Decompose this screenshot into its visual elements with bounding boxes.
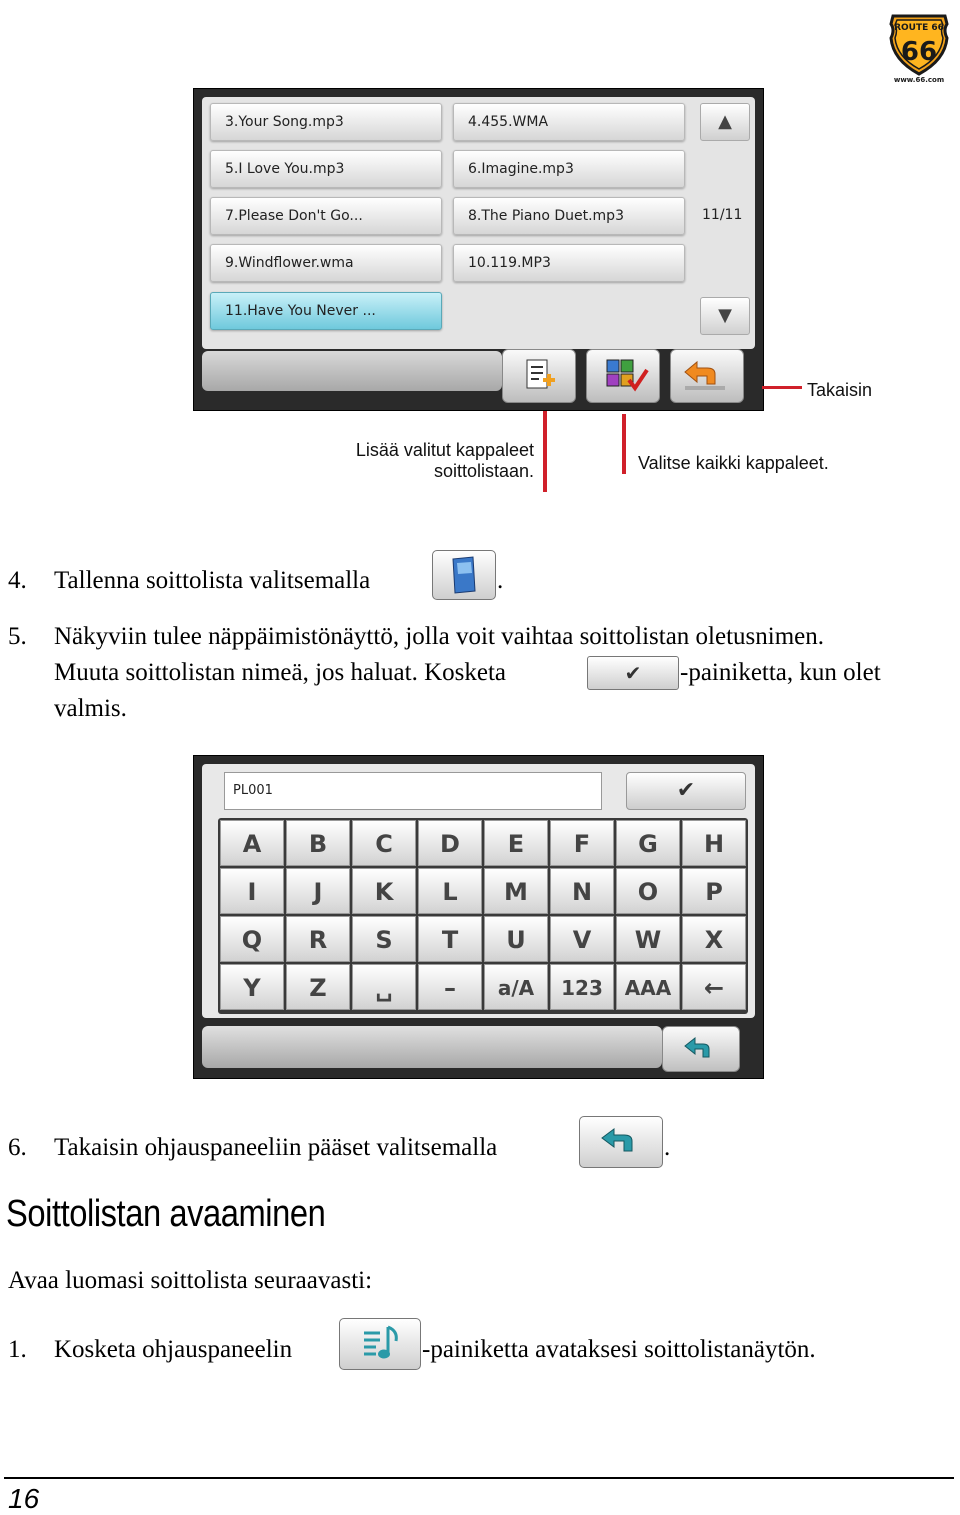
keyboard-key[interactable]: A [220,820,284,866]
keyboard-key[interactable]: M [484,868,548,914]
callout-add-line1: Lisää valitut kappaleet [355,440,534,460]
keyboard-key[interactable]: D [418,820,482,866]
playlist-icon [340,1319,420,1369]
keyboard-key[interactable]: E [484,820,548,866]
keyboard-key[interactable]: C [352,820,416,866]
playlist-button-inline[interactable] [339,1318,421,1370]
keyboard-keys [218,818,748,1014]
callout-line-add [543,411,547,492]
page-indicator: 11/11 [702,207,743,223]
callout-back: Takaisin [807,380,873,400]
back-arrow-icon [671,350,743,402]
step-6-number: 6. [8,1134,27,1161]
keyboard-key[interactable]: a/A [484,964,548,1010]
keyboard-key[interactable]: I [220,868,284,914]
callout-line-back [762,386,802,389]
song-item[interactable]: 8.The Piano Duet.mp3 [453,197,685,235]
step-5-line1: Näkyviin tulee näppäimistönäyttö, jolla voit vaihtaa soittolistan oletusnimen. [54,623,825,650]
keyboard-key[interactable]: L [418,868,482,914]
footer-rule [4,1477,954,1479]
callout-add [300,440,534,482]
playlist-name-input[interactable]: PL001 [224,772,602,810]
callout-select-all: Valitse kaikki kappaleet. [638,453,829,473]
callout-line-select-all [622,414,626,474]
keyboard-key[interactable]: Q [220,916,284,962]
keyboard-key[interactable]: P [682,868,746,914]
step-5-line2b: -painiketta, kun olet [680,659,881,686]
keyboard-screen [193,755,764,1079]
keyboard-panel [202,764,755,1018]
song-selection-screen [193,88,764,411]
keyboard-key[interactable]: G [616,820,680,866]
route66-logo [887,8,951,84]
keyboard-key[interactable]: ␣ [352,964,416,1010]
select-all-icon [587,350,659,402]
scroll-up-button[interactable]: ▲ [700,103,750,141]
keyboard-key[interactable]: H [682,820,746,866]
add-to-playlist-button[interactable] [502,349,576,403]
toolbar-bar [202,1026,662,1068]
song-item[interactable]: 6.Imagine.mp3 [453,150,685,188]
song-item[interactable]: 9.Windflower.wma [210,244,442,282]
add-to-playlist-icon [503,350,575,402]
logo-url: www.66.com [893,76,945,84]
keyboard-key[interactable]: F [550,820,614,866]
step-6-end: . [664,1134,671,1161]
keyboard-key[interactable]: K [352,868,416,914]
step-4-number: 4. [8,567,27,594]
song-item[interactable]: 4.455.WMA [453,103,685,141]
svg-text:66: 66 [900,37,938,67]
page-number: 16 [8,1483,40,1514]
step-6-text: Takaisin ohjauspaneeliin pääset valitsemalla [54,1134,498,1161]
keyboard-key[interactable]: 123 [550,964,614,1010]
keyboard-key[interactable]: O [616,868,680,914]
keyboard-key[interactable]: X [682,916,746,962]
keyboard-key[interactable]: T [418,916,482,962]
song-item[interactable]: 7.Please Don't Go... [210,197,442,235]
song-item[interactable]: 10.119.MP3 [453,244,685,282]
section-step-1-text-b: -painiketta avataksesi soittolistanäytön. [422,1336,816,1363]
step-4-text: Tallenna soittolista valitsemalla [54,567,371,594]
step-4-end: . [497,567,504,594]
keyboard-key[interactable]: Z [286,964,350,1010]
song-list-panel [202,97,755,349]
back-arrow-icon [663,1027,739,1071]
back-button[interactable] [662,1026,740,1072]
section-intro: Avaa luomasi soittolista seuraavasti: [8,1267,373,1294]
keyboard-key[interactable]: Y [220,964,284,1010]
keyboard-bottom-bar [202,1024,755,1074]
song-item[interactable]: 3.Your Song.mp3 [210,103,442,141]
scroll-down-button[interactable]: ▼ [700,297,750,335]
select-all-button[interactable] [586,349,660,403]
keyboard-key[interactable]: S [352,916,416,962]
logo-brand: ROUTE 66 [894,23,944,33]
back-button[interactable] [670,349,744,403]
keyboard-key[interactable]: N [550,868,614,914]
bottom-toolbar [202,347,755,403]
keyboard-key[interactable]: B [286,820,350,866]
song-item[interactable]: 5.I Love You.mp3 [210,150,442,188]
step-5-line3: valmis. [54,695,127,722]
keyboard-key[interactable]: R [286,916,350,962]
back-button-inline[interactable] [579,1116,663,1168]
keyboard-key[interactable]: W [616,916,680,962]
keyboard-key[interactable]: V [550,916,614,962]
keyboard-key[interactable]: ← [682,964,746,1010]
confirm-button[interactable]: ✔ [626,772,746,810]
callout-add-line2: soittolistaan. [433,461,534,481]
section-step-1-number: 1. [8,1336,27,1363]
keyboard-key[interactable]: AAA [616,964,680,1010]
keyboard-key[interactable]: U [484,916,548,962]
confirm-button-inline[interactable]: ✔ [587,656,679,690]
back-arrow-icon [580,1117,662,1167]
keyboard-key[interactable]: J [286,868,350,914]
section-step-1-text-a: Kosketa ohjauspaneelin [54,1336,293,1363]
save-playlist-button[interactable] [432,550,496,600]
toolbar-bar [202,351,502,391]
step-5-number: 5. [8,623,27,650]
keyboard-key[interactable]: – [418,964,482,1010]
step-5-line2a: Muuta soittolistan nimeä, jos haluat. Kosketa [54,659,507,686]
section-heading: Soittolistan avaaminen [6,1193,326,1235]
save-icon [433,551,495,599]
song-item-selected[interactable]: 11.Have You Never ... [210,292,442,330]
